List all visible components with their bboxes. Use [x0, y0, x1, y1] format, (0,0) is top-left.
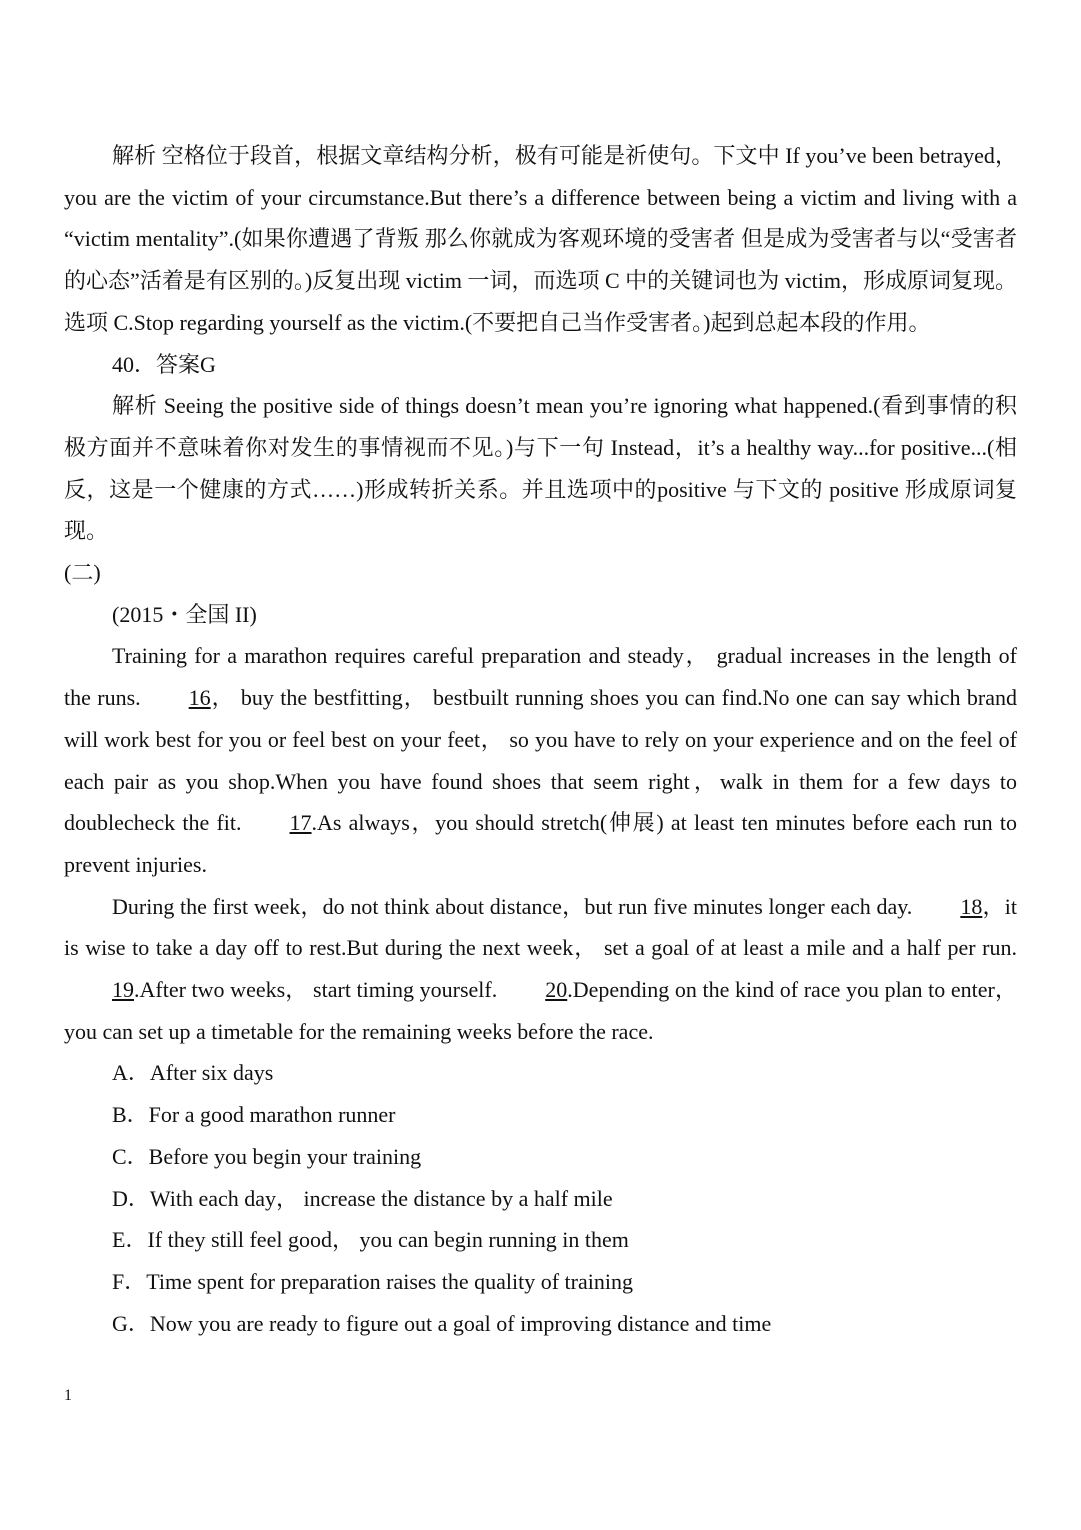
section-heading: (二)	[64, 560, 101, 586]
blank-19: 19	[112, 977, 134, 1003]
passage-text: .Depending on the kind of race you plan to enter， you can set up a timetable for the remaining weeks before the race.	[64, 977, 1017, 1044]
option-a: A．After six days	[112, 1060, 274, 1086]
option-g: G．Now you are ready to figure out a goal of improving distance and time	[112, 1310, 772, 1336]
analysis-label: 解析	[112, 393, 158, 419]
analysis-label: 解析	[112, 143, 157, 168]
option-c: C．Before you begin your training	[112, 1143, 422, 1169]
passage-text: ，it is wise to take a day off to rest.But during the next week， set a goal of at least a mile and a half per run.	[64, 893, 1017, 961]
blank-17: 17	[289, 810, 312, 836]
answer-40: 40．答案G	[112, 351, 216, 377]
passage-text: .After two weeks， start timing yourself.	[134, 977, 498, 1003]
page-content	[64, 135, 1017, 1344]
page-number: 1	[64, 1387, 72, 1404]
blank-18: 18	[960, 893, 983, 919]
passage-paragraph-1	[64, 635, 1017, 885]
analysis-39-paragraph	[64, 135, 1017, 344]
passage-text: During the first week，do not think about distance，but run five minutes longer each day.	[112, 893, 913, 919]
source-label: (2015・全国 II)	[112, 601, 257, 627]
option-b: B．For a good marathon runner	[112, 1102, 396, 1128]
analysis-40-paragraph	[64, 385, 1017, 552]
option-d: D．With each day， increase the distance by a half mile	[112, 1185, 613, 1211]
passage-text: ， buy the bestfitting， bestbuilt running shoes you can find.No one can say which brand will work best for you or feel best on your feet， so you have to rely on your experience and on the feel of each pair as you shop.When you have found shoes that seem right，walk in them for a few days to doublecheck the fit.	[64, 685, 1017, 836]
option-f: F．Time spent for preparation raises the quality of training	[112, 1268, 633, 1294]
blank-20: 20	[545, 977, 568, 1003]
passage-text: Training for a marathon requires careful preparation and steady， gradual increases in the length of the runs.	[64, 643, 1017, 711]
analysis-text: 空格位于段首，根据文章结构分析，极有可能是祈使句。下文中 If you’ve been betrayed，you are the victim of your circumstance.But there’s a difference between being a victim and living with a “victim mentality”.(如果你遭遇了背叛 那么你就成为客观环境的受害者 但是成为受害者与以“受害者的心态”活着是有区别的。)反复出现 victim 一词，而选项 C 中的关键词也为 victim，形成原词复现。选项 C.Stop regarding yourself as the victim.(不要把自己当作受害者。)起到总起本段的作用。	[64, 143, 1017, 335]
option-e: E．If they still feel good， you can begin running in them	[112, 1227, 629, 1253]
analysis-text: Seeing the positive side of things doesn’t mean you’re ignoring what happened.(看到事情的积极方面并不意味着你对发生的事情视而不见。)与下一句 Instead，it’s a healthy way...for positive...(相反，这是一个健康的方式……)形成转折关系。并且选项中的positive 与下文的 positive 形成原词复现。	[64, 393, 1017, 544]
passage-paragraph-2	[64, 886, 1017, 1053]
passage-text: .As always，you should stretch(伸展) at least ten minutes before each run to prevent injuries.	[64, 810, 1017, 877]
blank-16: 16	[188, 685, 211, 711]
